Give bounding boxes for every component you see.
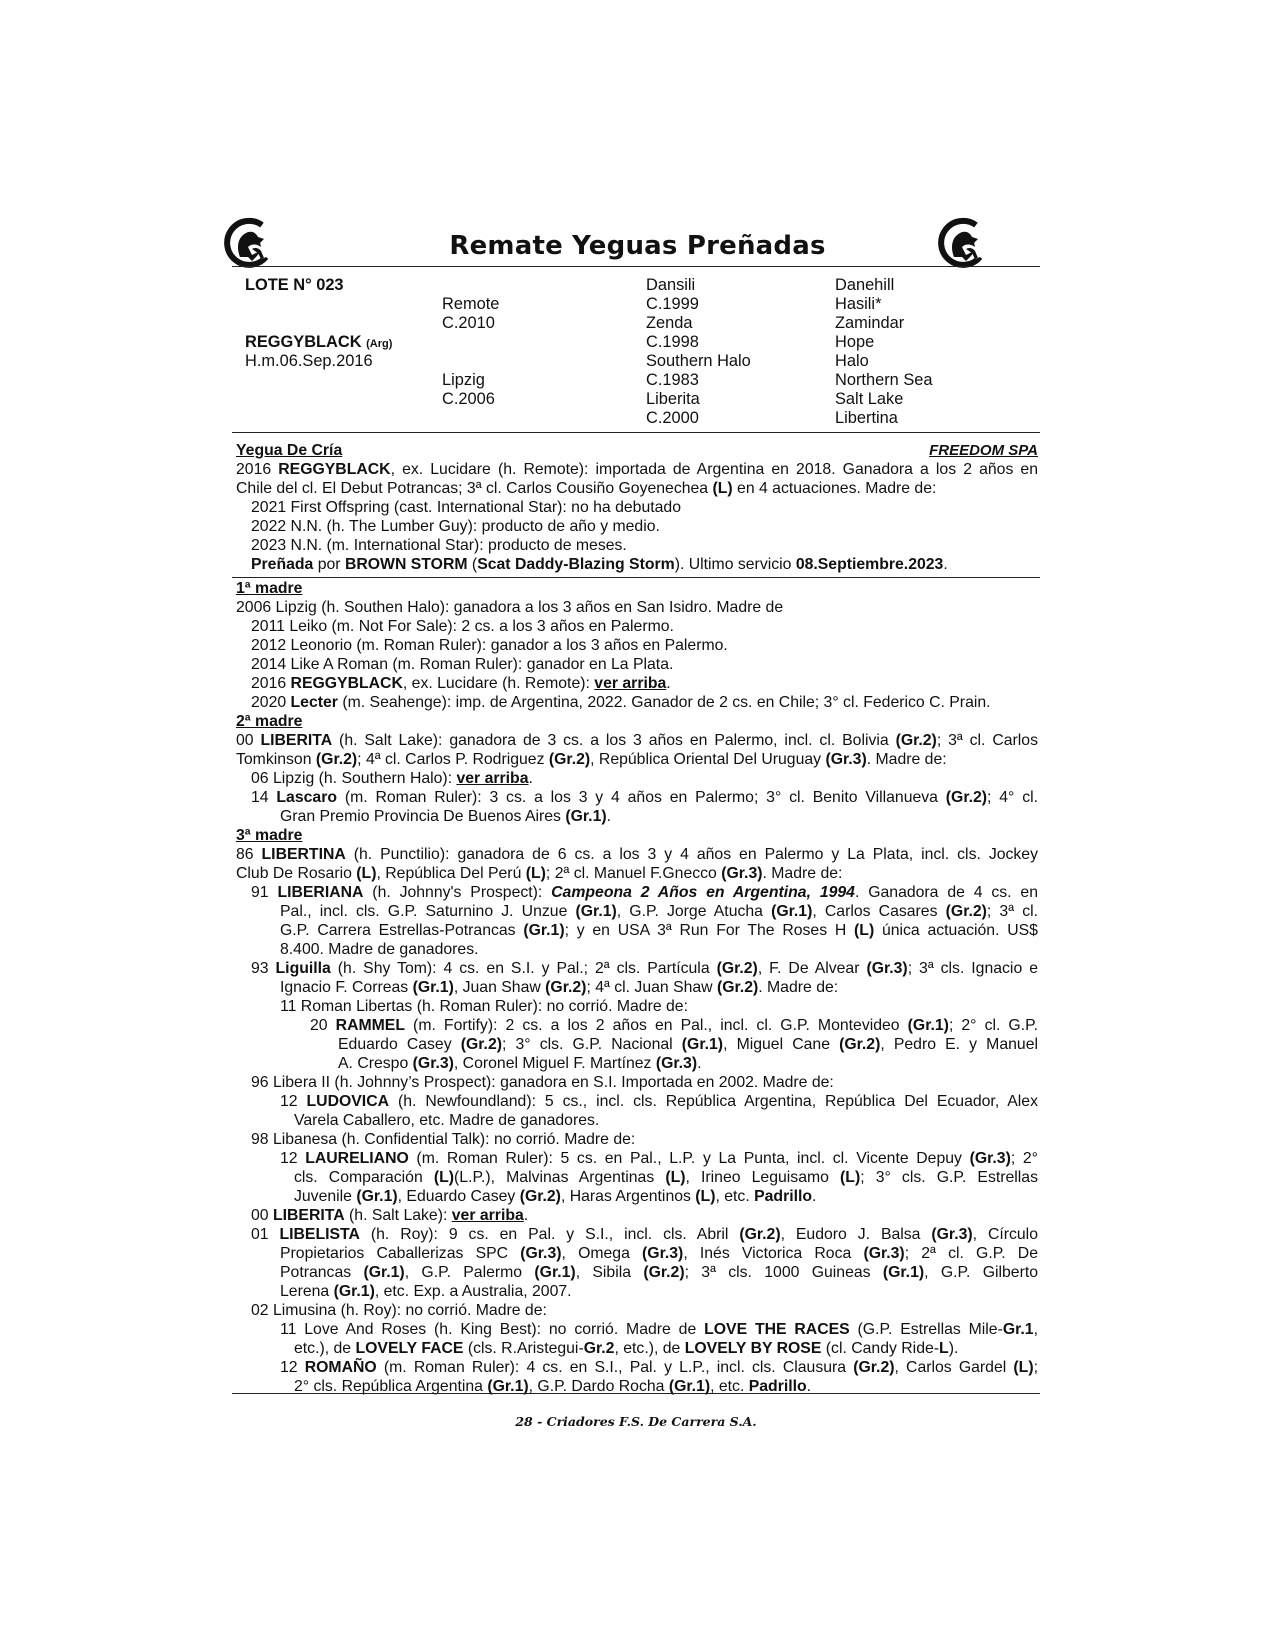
cross-reference-link: 2ª madre <box>236 713 303 730</box>
text-line <box>236 1111 1038 1130</box>
text-run: Tomkinson <box>236 751 316 768</box>
text-run: . Ganadora de 4 cs. en <box>854 884 1038 901</box>
text-run: . <box>812 1188 817 1205</box>
emphasis-text: (L) <box>356 865 377 882</box>
emphasis-text: (L) <box>525 865 546 882</box>
text-run: , etc. Exp. a Australia, 2007. <box>374 1283 572 1300</box>
text-run: (h. Salt Lake): ganadora de 3 cs. a los 3 años en Palermo, incl. cl. Bolivia <box>332 732 896 749</box>
pedigree-gen3-6: Salt Lake <box>835 390 904 408</box>
text-run: . Madre de: <box>866 751 947 768</box>
text-run: 2022 N.N. (h. The Lumber Guy): producto de año y medio. <box>251 518 660 535</box>
pedigree-divider <box>232 432 1040 433</box>
cross-reference-link: 1ª madre <box>236 580 303 597</box>
emphasis-text: (Gr.2) <box>545 979 587 996</box>
pedigree-gen2-3: C.1998 <box>646 333 699 351</box>
text-run: ( <box>467 556 478 573</box>
pedigree-gen2-7: C.2000 <box>646 409 699 427</box>
emphasis-text: LIBERIANA <box>277 884 364 901</box>
emphasis-text: (Gr.2) <box>716 979 759 996</box>
text-run: , F. De Alvear <box>757 960 867 977</box>
text-run: 2006 Lipzig (h. Southen Halo): ganadora a los 3 años en San Isidro. Madre de <box>236 599 784 616</box>
text-run: ). Ultimo servicio <box>674 556 796 573</box>
emphasis-text: (Gr.3) <box>863 1245 905 1262</box>
emphasis-text: 08.Septiembre.2023 <box>795 556 944 573</box>
text-run: 93 <box>251 960 276 977</box>
emphasis-text: Padrillo <box>748 1378 807 1395</box>
text-run: Chile del cl. El Debut Potrancas; 3ª cl. Carlos Cousiño Goyenechea <box>236 480 713 497</box>
text-line <box>236 1206 1038 1225</box>
text-line <box>236 807 1038 826</box>
text-run: 06 Lipzig (h. Southern Halo): <box>251 770 457 787</box>
text-run: ). <box>948 1340 959 1357</box>
cross-reference-link: ver arriba <box>451 1207 524 1224</box>
emphasis-text: LIBERTINA <box>261 846 346 863</box>
emphasis-text: REGGYBLACK <box>278 461 391 478</box>
text-run: 11 Roman Libertas (h. Roman Ruler): no corrió. Madre de: <box>280 998 688 1015</box>
emphasis-text: (Gr.1) <box>575 903 617 920</box>
text-line <box>236 1054 1038 1073</box>
text-run: . <box>528 770 533 787</box>
text-run: (h. Newfoundland): 5 cs., incl. cls. República Argentina, República Del Ecuador, Alex <box>389 1093 1038 1110</box>
text-run: ; 2° cl. G.P. <box>948 1017 1039 1034</box>
emphasis-text: (Gr.3) <box>642 1245 684 1262</box>
text-line <box>236 1016 1038 1035</box>
text-line <box>236 1168 1038 1187</box>
text-line <box>236 1149 1038 1168</box>
text-line <box>236 1358 1038 1377</box>
text-run: , Inés Victorica Roca <box>683 1245 864 1262</box>
text-run: , Carlos Casares <box>812 903 946 920</box>
emphasis-text: (Gr.2) <box>643 1264 685 1281</box>
lot-label: LOTE N° 023 <box>245 276 344 294</box>
emphasis-text: Padrillo <box>754 1188 813 1205</box>
text-run: Juvenile <box>294 1188 357 1205</box>
text-line <box>236 1073 1038 1092</box>
vendor-name: FREEDOM SPA <box>929 442 1038 459</box>
text-run: , Carlos Gardel <box>894 1359 1014 1376</box>
text-line <box>236 788 1038 807</box>
emphasis-text: Scat Daddy-Blazing Storm <box>477 556 675 573</box>
text-run: ; 3ª cls. Ignacio e <box>907 960 1038 977</box>
text-run: . <box>697 1055 702 1072</box>
text-run: 12 <box>280 1359 305 1376</box>
emphasis-text: (L) <box>854 922 875 939</box>
pedigree-gen2-4: Southern Halo <box>646 352 751 370</box>
emphasis-text: RAMMEL <box>335 1017 405 1034</box>
text-line <box>236 498 1038 517</box>
emphasis-text: (Gr.3) <box>520 1245 562 1262</box>
sire-year: C.2010 <box>442 314 495 332</box>
emphasis-text: (Gr.1) <box>907 1017 949 1034</box>
text-line <box>236 555 1038 574</box>
emphasis-text: Campeona 2 Años en Argentina, 1994 <box>551 884 855 901</box>
emphasis-text: LOVELY BY ROSE <box>684 1340 822 1357</box>
text-run: , Haras Argentinos <box>560 1188 696 1205</box>
text-line <box>236 1282 1038 1301</box>
emphasis-text: LOVELY FACE <box>355 1340 464 1357</box>
horse-name <box>245 333 392 354</box>
text-run: Gran Premio Provincia De Buenos Aires <box>280 808 566 825</box>
pedigree-gen3-7: Libertina <box>835 409 898 427</box>
text-run: , Juan Shaw <box>453 979 546 996</box>
page-footer: 28 - Criadores F.S. De Carrera S.A. <box>515 1414 757 1429</box>
text-run: Potrancas <box>280 1264 364 1281</box>
emphasis-text: (Gr.2) <box>945 789 988 806</box>
text-line <box>236 1187 1038 1206</box>
text-run: ; 2ª cl. Manuel F.Gnecco <box>545 865 722 882</box>
text-run: , República Del Perú <box>376 865 526 882</box>
emphasis-text: Preñada <box>251 556 314 573</box>
text-run: ; 4ª cl. Carlos P. Rodriguez <box>357 751 549 768</box>
emphasis-text: (Gr.2) <box>853 1359 895 1376</box>
text-run: . <box>806 1378 812 1395</box>
text-run: , Eduardo Casey <box>397 1188 520 1205</box>
text-run: Club De Rosario <box>236 865 357 882</box>
text-line <box>236 731 1038 750</box>
emphasis-text: (Gr.3) <box>931 1226 973 1243</box>
text-run: cls. Comparación <box>294 1169 434 1186</box>
text-run: ; 4° cl. <box>987 789 1038 806</box>
emphasis-text: (Gr.3) <box>721 865 763 882</box>
text-run: ; 2ª cl. G.P. De <box>904 1245 1038 1262</box>
emphasis-text: Liguilla <box>275 960 331 977</box>
text-run: 00 <box>236 732 261 749</box>
text-line <box>236 1225 1038 1244</box>
text-run: 8.400. Madre de ganadores. <box>280 941 479 958</box>
text-run: (h. Johnny's Prospect): <box>363 884 552 901</box>
page-title: Remate Yeguas Preñadas <box>449 231 826 261</box>
text-run: ; 3ª cl. Carlos <box>936 732 1038 749</box>
text-run: Propietarios Caballerizas SPC <box>280 1245 521 1262</box>
emphasis-text: (Gr.3) <box>969 1150 1011 1167</box>
emphasis-text: (Gr.1) <box>333 1283 375 1300</box>
horse-origin: (Arg) <box>366 338 393 350</box>
emphasis-text: (L) <box>433 1169 455 1186</box>
text-line <box>236 997 1038 1016</box>
text-run: 91 <box>251 884 278 901</box>
section-divider <box>232 577 1040 578</box>
text-run: A. Crespo <box>338 1055 413 1072</box>
emphasis-text: LAURELIANO <box>305 1150 409 1167</box>
text-line <box>236 845 1038 864</box>
text-run: 02 Limusina (h. Roy): no corrió. Madre de: <box>251 1302 547 1319</box>
emphasis-text: (Gr.1) <box>565 808 607 825</box>
text-run: Lerena <box>280 1283 334 1300</box>
pedigree-gen2-6: Liberita <box>646 390 700 408</box>
text-run: . <box>606 808 612 825</box>
text-line <box>236 1130 1038 1149</box>
text-line <box>236 479 1038 498</box>
emphasis-text: (Gr.1) <box>882 1264 925 1281</box>
text-run: 2016 <box>251 675 291 692</box>
emphasis-text: LIBERITA <box>272 1207 345 1224</box>
horse-name-text: REGGYBLACK <box>245 333 362 351</box>
text-line <box>236 712 1038 731</box>
text-run: . Madre de: <box>758 979 839 996</box>
text-line <box>236 1263 1038 1282</box>
text-run: ; 3ª cl. <box>986 903 1038 920</box>
text-run: Pal., incl. cls. G.P. Saturnino J. Unzue <box>280 903 576 920</box>
emphasis-text: (L) <box>712 480 733 497</box>
pedigree-gen2-0: Dansili <box>646 276 696 294</box>
text-line <box>236 978 1038 997</box>
text-line <box>236 655 1038 674</box>
text-run: 2016 <box>236 461 279 478</box>
text-run: , etc.), de <box>614 1340 685 1357</box>
text-run: (m. Seahenge): imp. de Argentina, 2022. Ganador de 2 cs. en Chile; 3° cl. Federico C. Prain. <box>337 694 991 711</box>
text-run: 2012 Leonorio (m. Roman Ruler): ganador a los 3 años en Palermo. <box>251 637 728 654</box>
text-run: , ex. Lucidare (h. Remote): <box>402 675 595 692</box>
emphasis-text: (Gr.1) <box>681 1036 724 1053</box>
emphasis-text: Gr.2 <box>583 1340 615 1357</box>
emphasis-text: (Gr.1) <box>356 1188 398 1205</box>
text-run: ; 4ª cl. Juan Shaw <box>586 979 717 996</box>
emphasis-text: Gr.1 <box>1002 1321 1034 1338</box>
emphasis-text: LOVE THE RACES <box>704 1321 850 1338</box>
emphasis-text: (Gr.1) <box>487 1378 529 1395</box>
text-run: , G.P. Gilberto <box>924 1264 1039 1281</box>
text-line <box>236 940 1038 959</box>
text-line <box>236 750 1038 769</box>
text-line <box>236 921 1038 940</box>
emphasis-text: (Gr.3) <box>655 1055 698 1072</box>
section-heading-row <box>236 441 1038 460</box>
text-run: , República Oriental Del Uruguay <box>590 751 826 768</box>
text-run: , etc. <box>710 1378 749 1395</box>
emphasis-text: L <box>939 1340 949 1357</box>
text-run: , Coronel Miguel F. Martínez <box>453 1055 656 1072</box>
text-run: (m. Fortify): 2 cs. a los 2 años en Pal., incl. cl. G.P. Montevideo <box>404 1017 908 1034</box>
footer-divider <box>232 1393 1040 1394</box>
emphasis-text: (Gr.1) <box>534 1264 576 1281</box>
text-run: (G.P. Estrellas Mile- <box>849 1321 1003 1338</box>
text-run: (cls. R.Aristegui- <box>463 1340 584 1357</box>
text-line <box>236 902 1038 921</box>
emphasis-text: ROMAÑO <box>304 1359 377 1376</box>
emphasis-text: (L) <box>695 1188 716 1205</box>
text-run: Varela Caballero, etc. Madre de ganadores. <box>294 1112 600 1129</box>
text-run: Ignacio F. Correas <box>280 979 413 996</box>
dam-year: C.2006 <box>442 390 495 408</box>
text-run: 86 <box>236 846 262 863</box>
emphasis-text: (Gr.2) <box>315 751 358 768</box>
title-divider <box>232 266 1040 267</box>
emphasis-text: (Gr.1) <box>668 1378 711 1395</box>
description-lines <box>236 460 1038 1396</box>
emphasis-text: (L) <box>665 1169 686 1186</box>
lot-description <box>236 441 1038 1396</box>
emphasis-text: (Gr.2) <box>895 732 937 749</box>
cross-reference-link: 3ª madre <box>236 827 303 844</box>
text-run: (m. Roman Ruler): 4 cs. en S.I., Pal. y L.P., incl. cls. Clausura <box>376 1359 854 1376</box>
text-run: . <box>666 675 671 692</box>
text-run: , G.P. Palermo <box>404 1264 535 1281</box>
text-run: . <box>943 556 948 573</box>
text-run: ; y en USA 3ª Run For The Roses H <box>564 922 855 939</box>
text-run: , etc. <box>715 1188 755 1205</box>
emphasis-text: LIBERITA <box>260 732 333 749</box>
text-run: ; 3° cls. G.P. Nacional <box>502 1036 682 1053</box>
text-run: 2014 Like A Roman (m. Roman Ruler): ganador en La Plata. <box>251 656 674 673</box>
text-run: Eduardo Casey <box>338 1036 461 1053</box>
cross-reference-link: ver arriba <box>456 770 529 787</box>
text-run: . Madre de: <box>762 865 843 882</box>
emphasis-text: (Gr.1) <box>363 1264 405 1281</box>
pedigree-gen3-4: Halo <box>835 352 869 370</box>
text-run: 2020 <box>251 694 291 711</box>
text-run: (m. Roman Ruler): 5 cs. en Pal., L.P. y La Punta, incl. cl. Vicente Depuy <box>408 1150 970 1167</box>
text-line <box>236 1339 1038 1358</box>
text-run: ; 2° <box>1010 1150 1038 1167</box>
text-line <box>236 579 1038 598</box>
text-run: 00 <box>251 1207 273 1224</box>
text-run: (L.P.), Malvinas Argentinas <box>454 1169 666 1186</box>
text-run: , Irineo Leguisamo <box>685 1169 841 1186</box>
text-run: (cl. Candy Ride- <box>821 1340 940 1357</box>
text-run: (h. Salt Lake): <box>344 1207 452 1224</box>
text-line <box>236 826 1038 845</box>
emphasis-text: (Gr.2) <box>716 960 758 977</box>
text-run: 2023 N.N. (m. International Star): producto de meses. <box>251 537 627 554</box>
text-line <box>236 1244 1038 1263</box>
emphasis-text: (Gr.2) <box>548 751 591 768</box>
sire-name: Remote <box>442 295 500 313</box>
text-run: , <box>1033 1321 1038 1338</box>
pedigree-gen3-1: Hasili* <box>835 295 882 313</box>
text-line <box>236 517 1038 536</box>
text-line <box>236 1092 1038 1111</box>
text-run: por <box>313 556 345 573</box>
text-run: etc.), de <box>294 1340 356 1357</box>
emphasis-text: (L) <box>1013 1359 1034 1376</box>
text-run: 98 Libanesa (h. Confidential Talk): no corrió. Madre de: <box>251 1131 636 1148</box>
text-run: , Pedro E. y Manuel <box>880 1036 1038 1053</box>
emphasis-text: Lecter <box>290 694 338 711</box>
text-line <box>236 1035 1038 1054</box>
emphasis-text: (Gr.3) <box>825 751 867 768</box>
pedigree-gen3-3: Hope <box>835 333 875 351</box>
text-run: , G.P. Dardo Rocha <box>528 1378 669 1395</box>
text-run: , Círculo <box>972 1226 1038 1243</box>
emphasis-text: REGGYBLACK <box>290 675 403 692</box>
text-run: 2011 Leiko (m. Not For Sale): 2 cs. a los 3 años en Palermo. <box>251 618 674 635</box>
text-run: , G.P. Jorge Atucha <box>616 903 772 920</box>
text-run: , Eudoro J. Balsa <box>780 1226 932 1243</box>
text-run: (m. Roman Ruler): 3 cs. a los 3 y 4 años en Palermo; 3° cl. Benito Villanueva <box>337 789 946 806</box>
pedigree-gen2-1: C.1999 <box>646 295 699 313</box>
text-line <box>236 959 1038 978</box>
emphasis-text: (Gr.2) <box>839 1036 881 1053</box>
emphasis-text: (Gr.1) <box>412 979 454 996</box>
text-run: (h. Roy): 9 cs. en Pal. y S.I., incl. cls. Abril <box>359 1226 740 1243</box>
text-run: , ex. Lucidare (h. Remote): importada de Argentina en 2018. Ganadora a los 2 años en <box>390 461 1039 478</box>
text-run: 12 <box>280 1150 306 1167</box>
emphasis-text: (Gr.2) <box>739 1226 781 1243</box>
cross-reference-link: ver arriba <box>594 675 667 692</box>
text-run: 2° cls. República Argentina <box>294 1378 488 1395</box>
text-line <box>236 598 1038 617</box>
text-line <box>236 769 1038 788</box>
emphasis-text: LIBELISTA <box>279 1226 360 1243</box>
text-line <box>236 617 1038 636</box>
pedigree-gen2-2: Zenda <box>646 314 693 332</box>
emphasis-text: BROWN STORM <box>344 556 468 573</box>
text-run: , Miguel Cane <box>723 1036 840 1053</box>
text-run: única actuación. US$ <box>874 922 1038 939</box>
text-line <box>236 460 1038 479</box>
text-run: ; 3ª cls. 1000 Guineas <box>684 1264 883 1281</box>
text-line <box>236 674 1038 693</box>
text-run: . <box>523 1207 529 1224</box>
text-run: ; 3° cls. G.P. Estrellas <box>860 1169 1038 1186</box>
text-run: (h. Shy Tom): 4 cs. en S.I. y Pal.; 2ª cls. Partícula <box>330 960 717 977</box>
text-run: 14 <box>251 789 277 806</box>
pedigree-gen3-2: Zamindar <box>835 314 905 332</box>
emphasis-text: (L) <box>840 1169 861 1186</box>
text-run: en 4 actuaciones. Madre de: <box>732 480 937 497</box>
text-line <box>236 883 1038 902</box>
text-run: , Omega <box>561 1245 643 1262</box>
text-line <box>236 864 1038 883</box>
text-run: 01 <box>251 1226 280 1243</box>
text-run: 11 Love And Roses (h. King Best): no corrió. Madre de <box>280 1321 705 1338</box>
emphasis-text: (Gr.2) <box>460 1036 502 1053</box>
text-line <box>236 693 1038 712</box>
emphasis-text: (Gr.3) <box>412 1055 454 1072</box>
text-line <box>236 1301 1038 1320</box>
text-run: 20 <box>310 1017 336 1034</box>
emphasis-text: (Gr.1) <box>771 903 813 920</box>
text-run: 12 <box>280 1093 307 1110</box>
dam-name: Lipzig <box>442 371 485 389</box>
emphasis-text: (Gr.1) <box>523 922 565 939</box>
text-run: (h. Punctilio): ganadora de 6 cs. a los 3 y 4 años en Palermo y La Plata, incl. cls. Jockey <box>345 846 1038 863</box>
text-line <box>236 536 1038 555</box>
text-line <box>236 1320 1038 1339</box>
text-run: G.P. Carrera Estrellas-Potrancas <box>280 922 524 939</box>
horse-birth: H.m.06.Sep.2016 <box>245 352 373 370</box>
text-run: 2021 First Offspring (cast. International Star): no ha debutado <box>251 499 681 516</box>
emphasis-text: LUDOVICA <box>306 1093 390 1110</box>
emphasis-text: (Gr.2) <box>945 903 987 920</box>
text-run: ; <box>1033 1359 1038 1376</box>
section-heading: Yegua De Cría <box>236 442 343 459</box>
text-run: 96 Libera II (h. Johnny’s Prospect): ganadora en S.I. Importada en 2002. Madre de: <box>251 1074 834 1091</box>
emphasis-text: (Gr.3) <box>866 960 908 977</box>
text-run: , Sibila <box>575 1264 644 1281</box>
pedigree-gen3-5: Northern Sea <box>835 371 933 389</box>
pedigree-gen2-5: C.1983 <box>646 371 699 389</box>
text-line <box>236 636 1038 655</box>
emphasis-text: (Gr.2) <box>519 1188 561 1205</box>
emphasis-text: Lascaro <box>276 789 337 806</box>
pedigree-gen3-0: Danehill <box>835 276 895 294</box>
